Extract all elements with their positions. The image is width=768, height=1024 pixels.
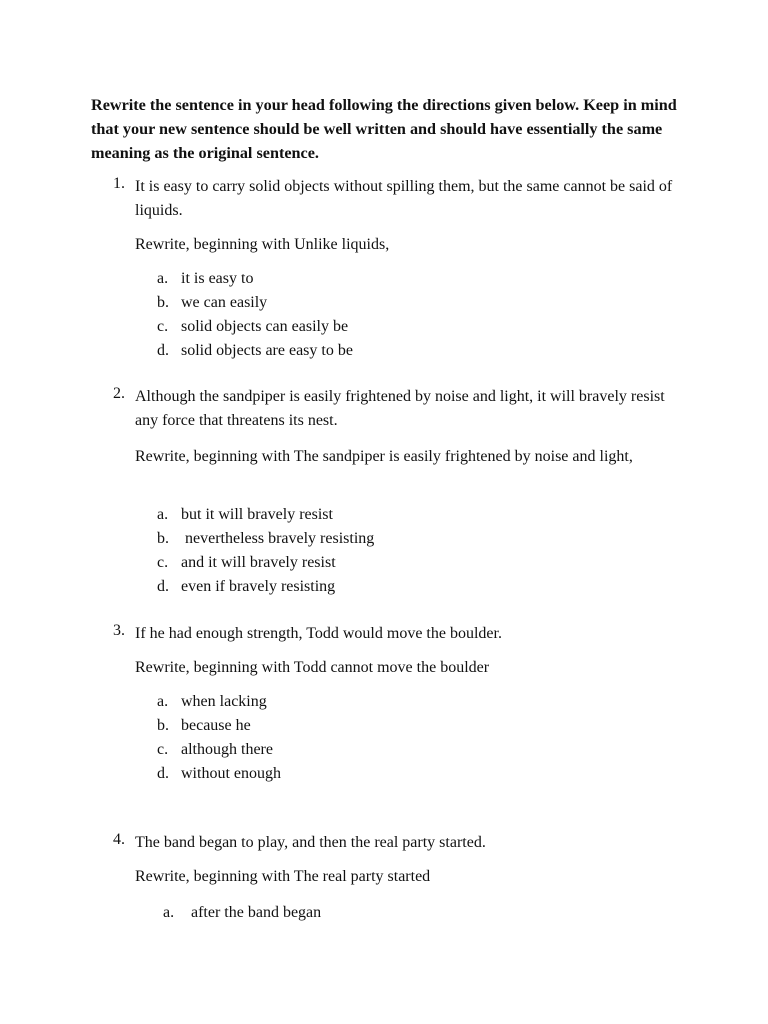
answer-option-b (157, 527, 557, 551)
answer-option-d (157, 575, 557, 599)
question-number: 2. (113, 385, 125, 402)
rewrite-instruction: Rewrite, beginning with The sandpiper is easily frightened by noise and light, (135, 448, 633, 465)
answer-option-c (157, 738, 557, 762)
rewrite-instruction: Rewrite, beginning with The real party started (135, 868, 431, 885)
answer-option-c (157, 551, 557, 575)
answer-option-a (157, 690, 557, 714)
option-letter: d. (157, 342, 169, 359)
question-number: 4. (113, 831, 125, 848)
answer-options (163, 901, 563, 925)
answer-options (157, 503, 557, 599)
option-letter: b. (157, 530, 169, 547)
answer-option-b (157, 714, 557, 738)
answer-option-d (157, 762, 557, 786)
option-text: because he (181, 717, 251, 734)
rewrite-instruction: Rewrite, beginning with Unlike liquids, (135, 236, 390, 253)
answer-option-d (157, 339, 557, 363)
answer-options (157, 267, 557, 363)
option-letter: c. (157, 741, 169, 758)
option-text: and it will bravely resist (181, 554, 336, 571)
answer-option-c (157, 315, 557, 339)
option-text: after the band began (187, 904, 322, 921)
option-letter: a. (157, 506, 169, 523)
option-text: but it will bravely resist (181, 506, 333, 523)
option-text: when lacking (181, 693, 267, 710)
option-letter: a. (157, 693, 169, 710)
option-letter: a. (157, 270, 169, 287)
option-text: nevertheless bravely resisting (181, 530, 375, 547)
question-text: The band began to play, and then the real party started. (135, 834, 486, 851)
option-text: we can easily (181, 294, 268, 311)
option-text: without enough (181, 765, 281, 782)
answer-option-a (157, 503, 557, 527)
instructions-text: Rewrite the sentence in your head following the directions given below. Keep in mind that your new sentence should be well written and should have essentially the same meaning as the original sentence. (91, 96, 677, 162)
question-number: 1. (113, 175, 125, 192)
question-text: It is easy to carry solid objects without spilling them, but the same cannot be said of liquids. (135, 178, 673, 219)
option-letter: c. (157, 554, 169, 571)
answer-option-a (157, 267, 557, 291)
option-text: it is easy to (181, 270, 254, 287)
option-text: even if bravely resisting (181, 578, 336, 595)
answer-option-b (157, 291, 557, 315)
question-text: If he had enough strength, Todd would move the boulder. (135, 625, 502, 642)
question-number: 3. (113, 622, 125, 639)
option-letter: d. (157, 765, 169, 782)
option-letter: b. (157, 294, 169, 311)
answer-options (157, 690, 557, 786)
option-text: solid objects are easy to be (181, 342, 353, 359)
option-letter: a. (163, 904, 175, 921)
option-letter: c. (157, 318, 169, 335)
question-text: Although the sandpiper is easily frightened by noise and light, it will bravely resist any force that threatens its nest. (135, 388, 665, 429)
rewrite-instruction: Rewrite, beginning with Todd cannot move the boulder (135, 659, 490, 676)
option-text: solid objects can easily be (181, 318, 349, 335)
answer-option-a (163, 901, 563, 925)
option-text: although there (181, 741, 273, 758)
option-letter: d. (157, 578, 169, 595)
option-letter: b. (157, 717, 169, 734)
